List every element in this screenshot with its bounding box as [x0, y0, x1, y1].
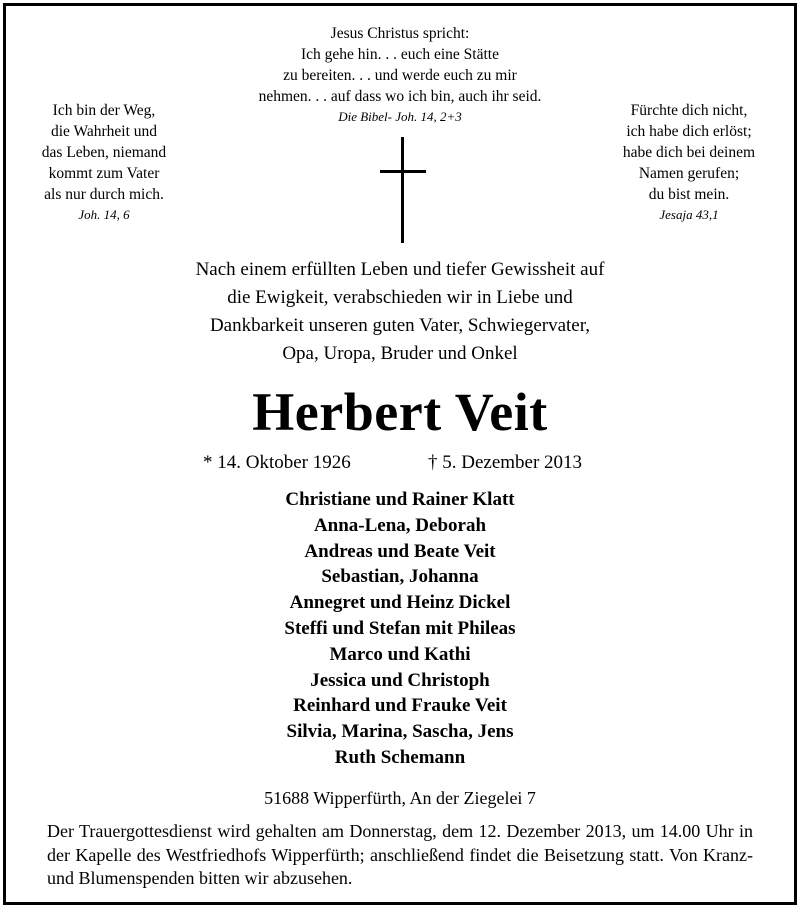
intro-line: die Ewigkeit, verabschieden wir in Liebe und	[227, 287, 573, 308]
verse-line: Fürchte dich nicht,	[630, 102, 748, 119]
verse-line: Ich bin der Weg,	[52, 102, 156, 119]
cross-icon	[380, 137, 426, 243]
birth-date: * 14. Oktober 1926	[203, 452, 351, 473]
mourner-entry: Andreas und Beate Veit	[304, 540, 496, 562]
mourner-entry: Jessica und Christoph	[310, 669, 490, 691]
mourner-entry: Ruth Schemann	[334, 746, 466, 768]
verse-line: ich habe dich erlöst;	[626, 123, 752, 140]
mourner-entry: Steffi und Stefan mit Phileas	[284, 617, 516, 639]
deceased-name: Herbert Veit	[252, 382, 548, 442]
mourner-entry: Annegret und Heinz Dickel	[289, 592, 511, 614]
mourners-list	[100, 487, 700, 771]
verse-line: nehmen. . . auf dass wo ich bin, auch ihr seid.	[258, 88, 542, 105]
verse-line: du bist mein.	[648, 186, 730, 203]
verse-right	[594, 100, 784, 225]
verse-line: kommt zum Vater	[48, 165, 160, 182]
death-date: † 5. Dezember 2013	[428, 452, 583, 473]
intro-line: Nach einem erfüllten Leben und tiefer Gewissheit auf	[195, 259, 605, 280]
cross-vertical-bar	[401, 137, 404, 243]
verse-reference: Die Bibel- Joh. 14, 2+3	[338, 109, 462, 124]
verse-line: Namen gerufen;	[638, 165, 740, 182]
verse-reference: Jesaja 43,1	[659, 207, 719, 222]
mourner-entry: Sebastian, Johanna	[321, 566, 479, 588]
intro-line: Dankbarkeit unseren guten Vater, Schwiegervater,	[209, 315, 591, 336]
verse-line: das Leben, niemand	[41, 144, 167, 161]
verse-line: habe dich bei deinem	[622, 144, 756, 161]
verse-reference: Joh. 14, 6	[78, 207, 130, 222]
verse-left	[14, 100, 194, 225]
funeral-service-notice: Der Trauergottesdienst wird gehalten am Donnerstag, dem 12. Dezember 2013, um 14.00 Uhr in der Kapelle des Westfriedhofs Wipperfürth; anschließend findet die Beisetzung statt. Von Kranz- und Blumenspenden bitten wir abzusehen.	[47, 821, 753, 888]
family-address: 51688 Wipperfürth, An der Ziegelei 7	[264, 788, 536, 808]
verse-line: Ich gehe hin. . . euch eine Stätte	[301, 46, 499, 63]
mourner-entry: Christiane und Rainer Klatt	[285, 489, 515, 510]
mourner-entry: Marco und Kathi	[329, 643, 471, 665]
mourner-entry: Anna-Lena, Deborah	[313, 514, 487, 536]
verse-line: als nur durch mich.	[44, 186, 164, 203]
cross-horizontal-bar	[380, 170, 426, 173]
mourner-entry: Silvia, Marina, Sascha, Jens	[286, 721, 514, 743]
verse-line: die Wahrheit und	[50, 123, 158, 140]
verse-top	[200, 23, 600, 127]
intro-line: Opa, Uropa, Bruder und Onkel	[282, 343, 518, 364]
verse-line: Jesus Christus spricht:	[330, 25, 470, 42]
intro-text	[100, 256, 700, 368]
mourner-entry: Reinhard und Frauke Veit	[293, 695, 507, 717]
verse-line: zu bereiten. . . und werde euch zu mir	[283, 67, 517, 84]
